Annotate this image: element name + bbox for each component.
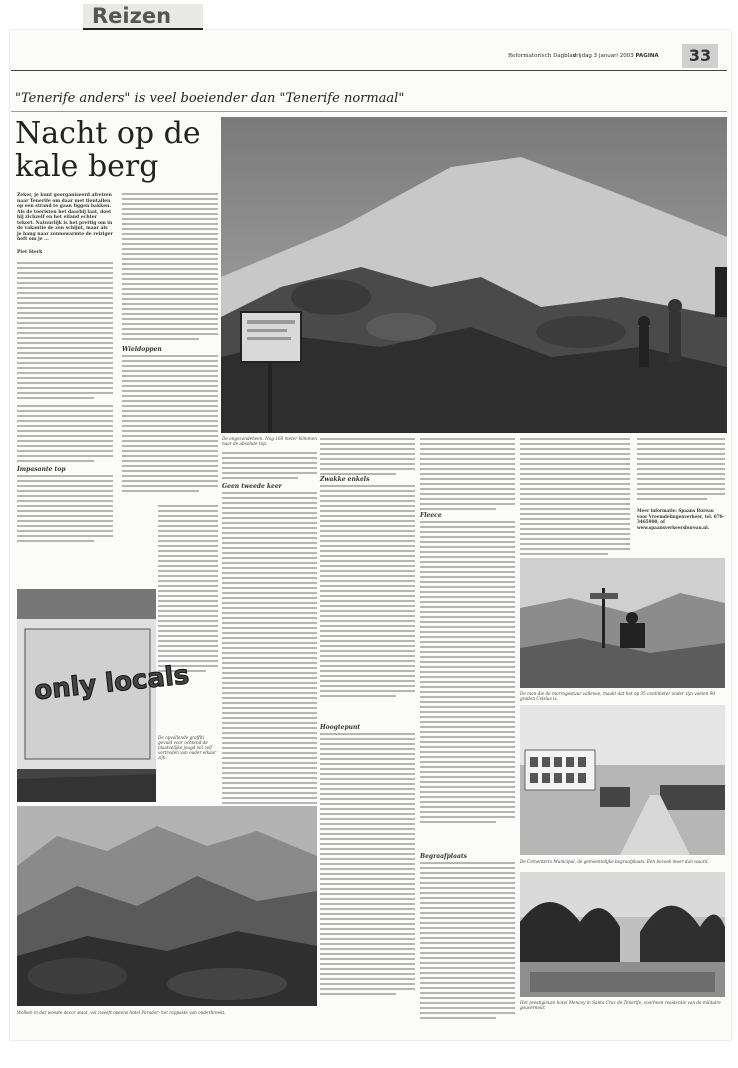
intertitle-geen-tweede-keer: Geen tweede keer [222, 483, 282, 490]
article-author: Piet Sterk [17, 250, 43, 255]
body-column-2 [122, 193, 218, 343]
body-column-7 [637, 438, 725, 503]
body-column-2c [158, 505, 218, 675]
body-column-5b [420, 521, 515, 829]
intertitle-begraafplaats: Begraafplaats [420, 853, 468, 860]
intertitle-hoogtepunt: Hoogtepunt [320, 724, 361, 731]
body-column-5 [420, 438, 515, 516]
quote-headline: "Tenerife anders" is veel boeiender dan "Tenerife normaal" [15, 91, 405, 106]
teide-caption: De ongezandeheen. Nog 160 meter klimmen naar de absolute top. [222, 436, 317, 446]
body-column-3 [222, 452, 317, 485]
cemetery-caption: De Cementerio Municipal, de gemeentelijke begraafplaats. Een bezoek meer dan waard. [520, 859, 709, 864]
body-column-2b [122, 355, 218, 495]
subhead-rule [11, 111, 727, 112]
teide-photo [221, 117, 727, 433]
body-column-1b [17, 475, 113, 545]
section-title: Reizen [92, 4, 172, 28]
body-column-4b [320, 485, 415, 703]
cemetery-photo [520, 705, 725, 855]
issue-date-text: vrijdag 3 januari 2003 [573, 53, 634, 59]
article-title: Nacht op de kale berg [15, 116, 201, 184]
page-label: PAGINA [635, 53, 659, 59]
cemetery-photo-image [520, 705, 725, 855]
info-block: Meer informatie: Spaans Bureau voor Vreemdelingenverkeer, tel. 070-3465900, of www.spaansverkeersbureau.nl. [637, 508, 725, 530]
newspaper-name: Reformatorisch Dagblad [508, 53, 577, 59]
article-lead: Zeker, je kunt georganiseerd afreizen naar Tenerife om daar met tientallen op een strand te gaan liggen bakken. Als de toeristen het daarbij laat, doet hij zichzelf en het eiland echter tekort. Natuurlijk is het prettig om in de vakantie de zon schijnt, maar als je hang naar zonnewarmte de reiziger heft om je ... [17, 193, 113, 242]
body-column-5c [420, 862, 515, 1022]
pool-photo [520, 872, 725, 997]
mountains-photo-image [17, 806, 317, 1006]
body-column-6 [520, 438, 630, 558]
intertitle-impasante-top: Impasante top [17, 466, 66, 473]
graffiti-caption: De opvallende graffiti gevuld voor ochtend de plaatselijke jeugd wil zelf vertreden van ouder elkaar zijn. [158, 735, 217, 760]
issue-date [573, 53, 659, 59]
hut-photo-image [520, 558, 725, 688]
pool-photo-image [520, 872, 725, 997]
page-number: 33 [682, 44, 718, 68]
intertitle-fleece: Fleece [420, 512, 442, 519]
intertitle-zwakke-enkels: Zwakke enkels [320, 476, 370, 483]
body-column-3b [222, 492, 317, 827]
graffiti-text: only locals [32, 660, 191, 707]
mountains-caption: Wolken in dat woeste decor staat, vol zweeft opeens hotel Parador: het rappaste van onderbreekt. [17, 1010, 226, 1015]
hut-photo [520, 558, 725, 688]
pool-caption: Het prestigieuze hotel Mencey in Santa Cruz de Tenerife, voorheen residentie van de militaire gouverneur. [520, 1000, 721, 1010]
mountains-photo [17, 806, 317, 1006]
body-column-4 [320, 438, 415, 481]
header-rule [11, 70, 727, 71]
body-column-4c [320, 733, 415, 998]
hut-caption: De man die de morrogestuur vallenee, maakt dat het op 35 centimeter onder zijn voeten 90 graden Celsius is. [520, 691, 716, 701]
intertitle-wieldoppen: Wieldoppen [122, 346, 162, 353]
teide-photo-image [221, 117, 727, 433]
body-column-1 [17, 262, 113, 465]
